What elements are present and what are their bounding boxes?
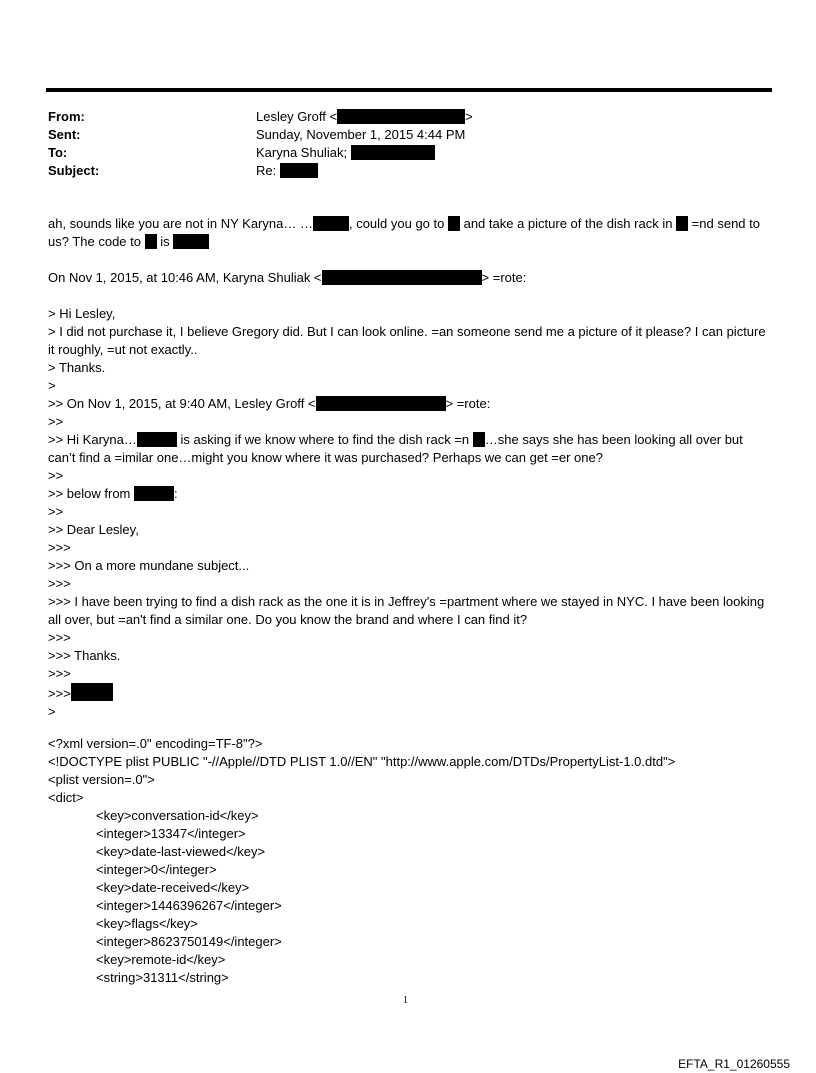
redaction-box [313,216,349,231]
redaction-box [676,216,688,231]
quoted-line: >>> [48,540,71,555]
xml-line: <string>31311</string> [96,970,229,985]
plist-xml [48,735,675,987]
subject-row [48,162,473,180]
redaction-box [134,486,174,501]
xml-line: <integer>13347</integer> [96,826,246,841]
redaction-box [137,432,177,447]
quoted-line: >> [48,504,64,519]
sent-label: Sent: [48,127,81,142]
bates-number: EFTA_R1_01260555 [678,1057,790,1071]
xml-line: <plist version=.0"> [48,772,155,787]
xml-line: <!DOCTYPE plist PUBLIC "-//Apple//DTD PLIST 1.0//EN" "http://www.apple.com/DTDs/PropertyList-1.0.dtd"> [48,754,676,769]
redaction-box [173,234,209,249]
sent-row [48,126,473,144]
quoted-line: >> [48,468,64,483]
quoted-line: >> [48,414,64,429]
quoted-signature: >>> [48,683,768,703]
xml-line: <?xml version=.0" encoding=TF-8"?> [48,736,263,751]
to-label: To: [48,145,68,160]
sent-value: Sunday, November 1, 2015 4:44 PM [256,127,466,142]
quoted-line: >>> [48,576,71,591]
xml-line: <key>date-last-viewed</key> [96,844,266,859]
xml-line: <dict> [48,790,84,805]
from-row [48,108,473,126]
from-value: Lesley Groff < > [256,109,473,124]
quoted-line: > I did not purchase it, I believe Gregory did. But I can look online. =an someone send me a picture of it please? I can picture it roughly, =ut not exactly.. [48,324,766,357]
quoted-line: >> Dear Lesley, [48,522,139,537]
redaction-box [280,163,318,178]
header-rule [46,88,772,92]
redaction-box [71,683,113,701]
email-body [48,215,768,721]
to-row [48,144,473,162]
quoted-line: >>> [48,630,71,645]
quoted-line: >> below from : [48,486,178,501]
quoted-line: >>> I have been trying to find a dish rack as the one it is in Jeffrey's =partment where we stayed in NYC. I have been looking all over, but =an't find a similar one. Do you know the brand and where I can find it? [48,594,765,627]
xml-line: <key>flags</key> [96,916,198,931]
quoted-line: > Hi Lesley, [48,306,116,321]
xml-line: <key>date-received</key> [96,880,250,895]
xml-line: <key>remote-id</key> [96,952,226,967]
xml-line: <integer>0</integer> [96,862,217,877]
reply-attribution: On Nov 1, 2015, at 10:46 AM, Karyna Shuliak < > =rote: [48,270,527,285]
redaction-box [448,216,460,231]
email-header [48,108,473,180]
xml-line: <key>conversation-id</key> [96,808,259,823]
redaction-box [473,432,485,447]
quoted-line: > [48,704,56,719]
redaction-box [351,145,435,160]
body-paragraph: ah, sounds like you are not in NY Karyna… … , could you go to and take a picture of the dish rack in =nd send to us? The code to is [48,216,760,249]
redaction-box [316,396,446,411]
xml-line: <integer>1446396267</integer> [96,898,282,913]
redaction-box [322,270,482,285]
subject-label: Subject: [48,163,100,178]
quoted-line: > [48,378,56,393]
quoted-attribution: >> On Nov 1, 2015, at 9:40 AM, Lesley Groff < > =rote: [48,396,491,411]
redaction-box [337,109,465,124]
from-label: From: [48,109,85,124]
quoted-line: >>> [48,666,71,681]
quoted-line: >>> On a more mundane subject... [48,558,250,573]
redaction-box [145,234,157,249]
to-value: Karyna Shuliak; [256,144,435,162]
quoted-line: > Thanks. [48,360,106,375]
quoted-line: >>> Thanks. [48,648,121,663]
xml-line: <integer>8623750149</integer> [96,934,282,949]
quoted-line: >> Hi Karyna… is asking if we know where to find the dish rack =n …she says she has been looking all over but can’t find a =imilar one…might you know where it was purchased? Perhaps we can get =er one? [48,432,743,465]
subject-value: Re: [256,162,318,180]
page-number: 1 [403,995,408,1006]
